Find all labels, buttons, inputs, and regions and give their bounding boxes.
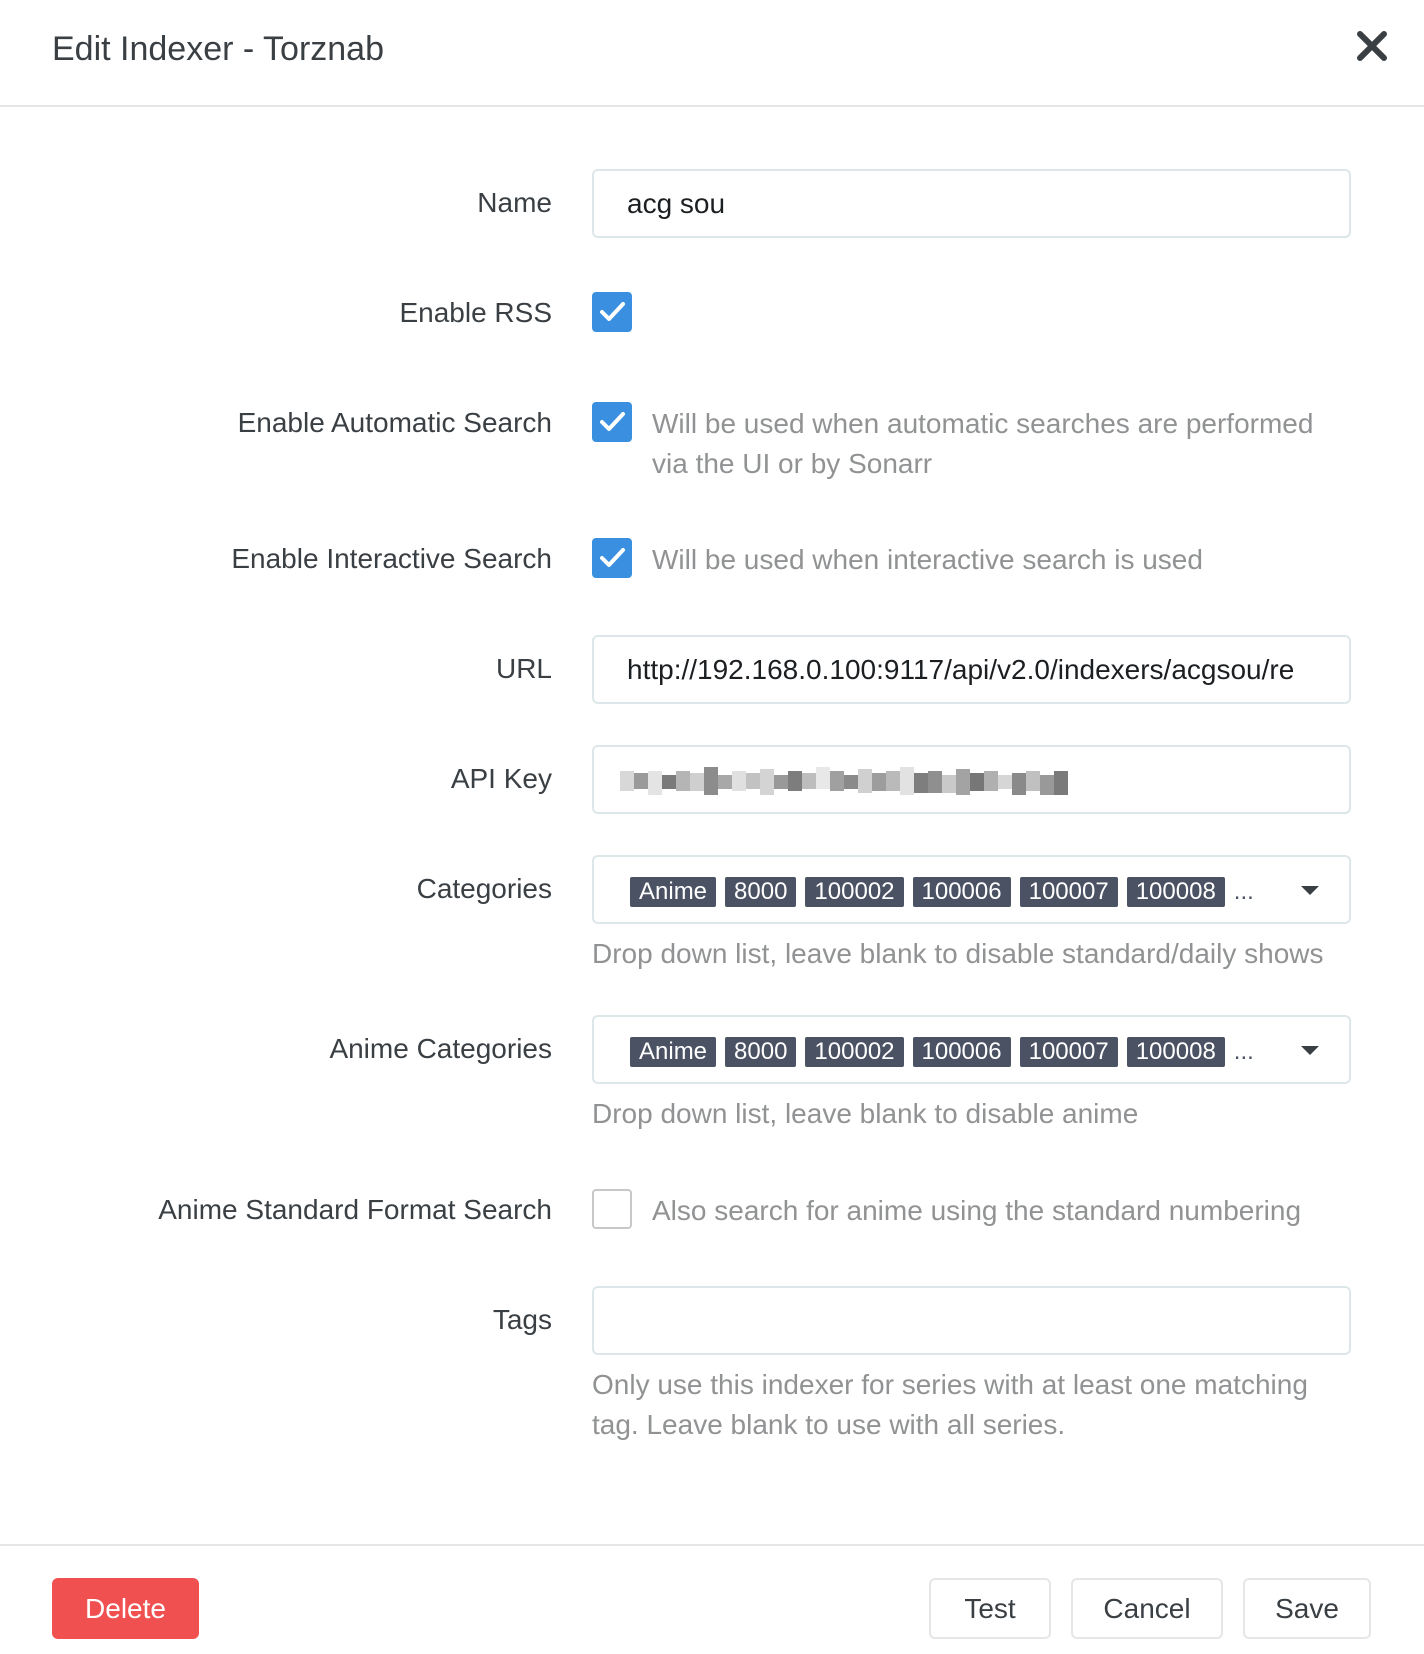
name-input[interactable] xyxy=(592,169,1351,238)
enable-automatic-search-help-line2: via the UI or by Sonarr xyxy=(652,448,933,479)
url-input[interactable] xyxy=(592,635,1351,704)
categories-select[interactable] xyxy=(592,855,1351,924)
enable-automatic-search-label: Enable Automatic Search xyxy=(237,407,552,438)
cancel-button[interactable]: Cancel xyxy=(1071,1578,1223,1639)
more-tags-ellipsis: ... xyxy=(1233,1038,1254,1065)
check-icon xyxy=(594,404,630,440)
more-tags-ellipsis: ... xyxy=(1233,878,1254,905)
delete-button[interactable]: Delete xyxy=(52,1578,199,1639)
name-label: Name xyxy=(477,187,552,218)
anime-categories-select[interactable] xyxy=(592,1015,1351,1084)
save-button[interactable]: Save xyxy=(1243,1578,1371,1639)
modal-title: Edit Indexer - Torznab xyxy=(52,30,384,68)
anime-standard-format-search-help: Also search for anime using the standard numbering xyxy=(652,1195,1302,1226)
caret-down-icon xyxy=(1301,886,1319,895)
enable-rss-checkbox[interactable] xyxy=(592,292,632,332)
category-tag: 100002 xyxy=(805,877,903,907)
api-key-label: API Key xyxy=(450,763,552,794)
obscured-api-key xyxy=(620,767,1090,795)
anime-category-tag: 100007 xyxy=(1020,1037,1118,1067)
api-key-input[interactable] xyxy=(592,745,1351,814)
anime-categories-help: Drop down list, leave blank to disable anime xyxy=(592,1098,1139,1129)
anime-category-tag: 8000 xyxy=(725,1037,796,1067)
enable-interactive-search-label: Enable Interactive Search xyxy=(231,543,552,574)
name-input-value: acg sou xyxy=(627,188,726,219)
url-label: URL xyxy=(495,653,552,684)
categories-label: Categories xyxy=(416,873,552,904)
enable-automatic-search-checkbox[interactable] xyxy=(592,402,632,442)
categories-tag-list xyxy=(630,875,1254,909)
modal-footer xyxy=(0,1544,1424,1654)
anime-category-tag: 100006 xyxy=(913,1037,1011,1067)
anime-categories-tag-list xyxy=(630,1035,1254,1069)
anime-categories-label: Anime Categories xyxy=(329,1033,552,1064)
category-tag: 100008 xyxy=(1127,877,1225,907)
check-icon xyxy=(594,540,630,576)
tags-input[interactable] xyxy=(592,1286,1351,1355)
categories-help: Drop down list, leave blank to disable standard/daily shows xyxy=(592,938,1324,969)
tags-label: Tags xyxy=(492,1304,552,1335)
category-tag: Anime xyxy=(630,877,716,907)
close-icon[interactable] xyxy=(1350,24,1394,68)
anime-standard-format-search-checkbox[interactable] xyxy=(592,1189,632,1229)
anime-standard-format-search-label: Anime Standard Format Search xyxy=(158,1194,552,1225)
test-button[interactable]: Test xyxy=(929,1578,1051,1639)
anime-category-tag: 100002 xyxy=(805,1037,903,1067)
caret-down-icon xyxy=(1301,1046,1319,1055)
enable-rss-label: Enable RSS xyxy=(399,297,552,328)
tags-help-line1: Only use this indexer for series with at least one matching xyxy=(592,1369,1308,1400)
check-icon xyxy=(594,294,630,330)
anime-category-tag: 100008 xyxy=(1127,1037,1225,1067)
url-input-value: http://192.168.0.100:9117/api/v2.0/indexers/acgsou/re xyxy=(627,654,1295,685)
enable-interactive-search-checkbox[interactable] xyxy=(592,538,632,578)
anime-category-tag: Anime xyxy=(630,1037,716,1067)
enable-interactive-search-help: Will be used when interactive search is used xyxy=(652,544,1203,575)
category-tag: 100006 xyxy=(913,877,1011,907)
tags-help-line2: tag. Leave blank to use with all series. xyxy=(592,1409,1066,1440)
modal-header xyxy=(0,0,1424,107)
enable-automatic-search-help-line1: Will be used when automatic searches are performed xyxy=(652,408,1314,439)
category-tag: 8000 xyxy=(725,877,796,907)
category-tag: 100007 xyxy=(1020,877,1118,907)
